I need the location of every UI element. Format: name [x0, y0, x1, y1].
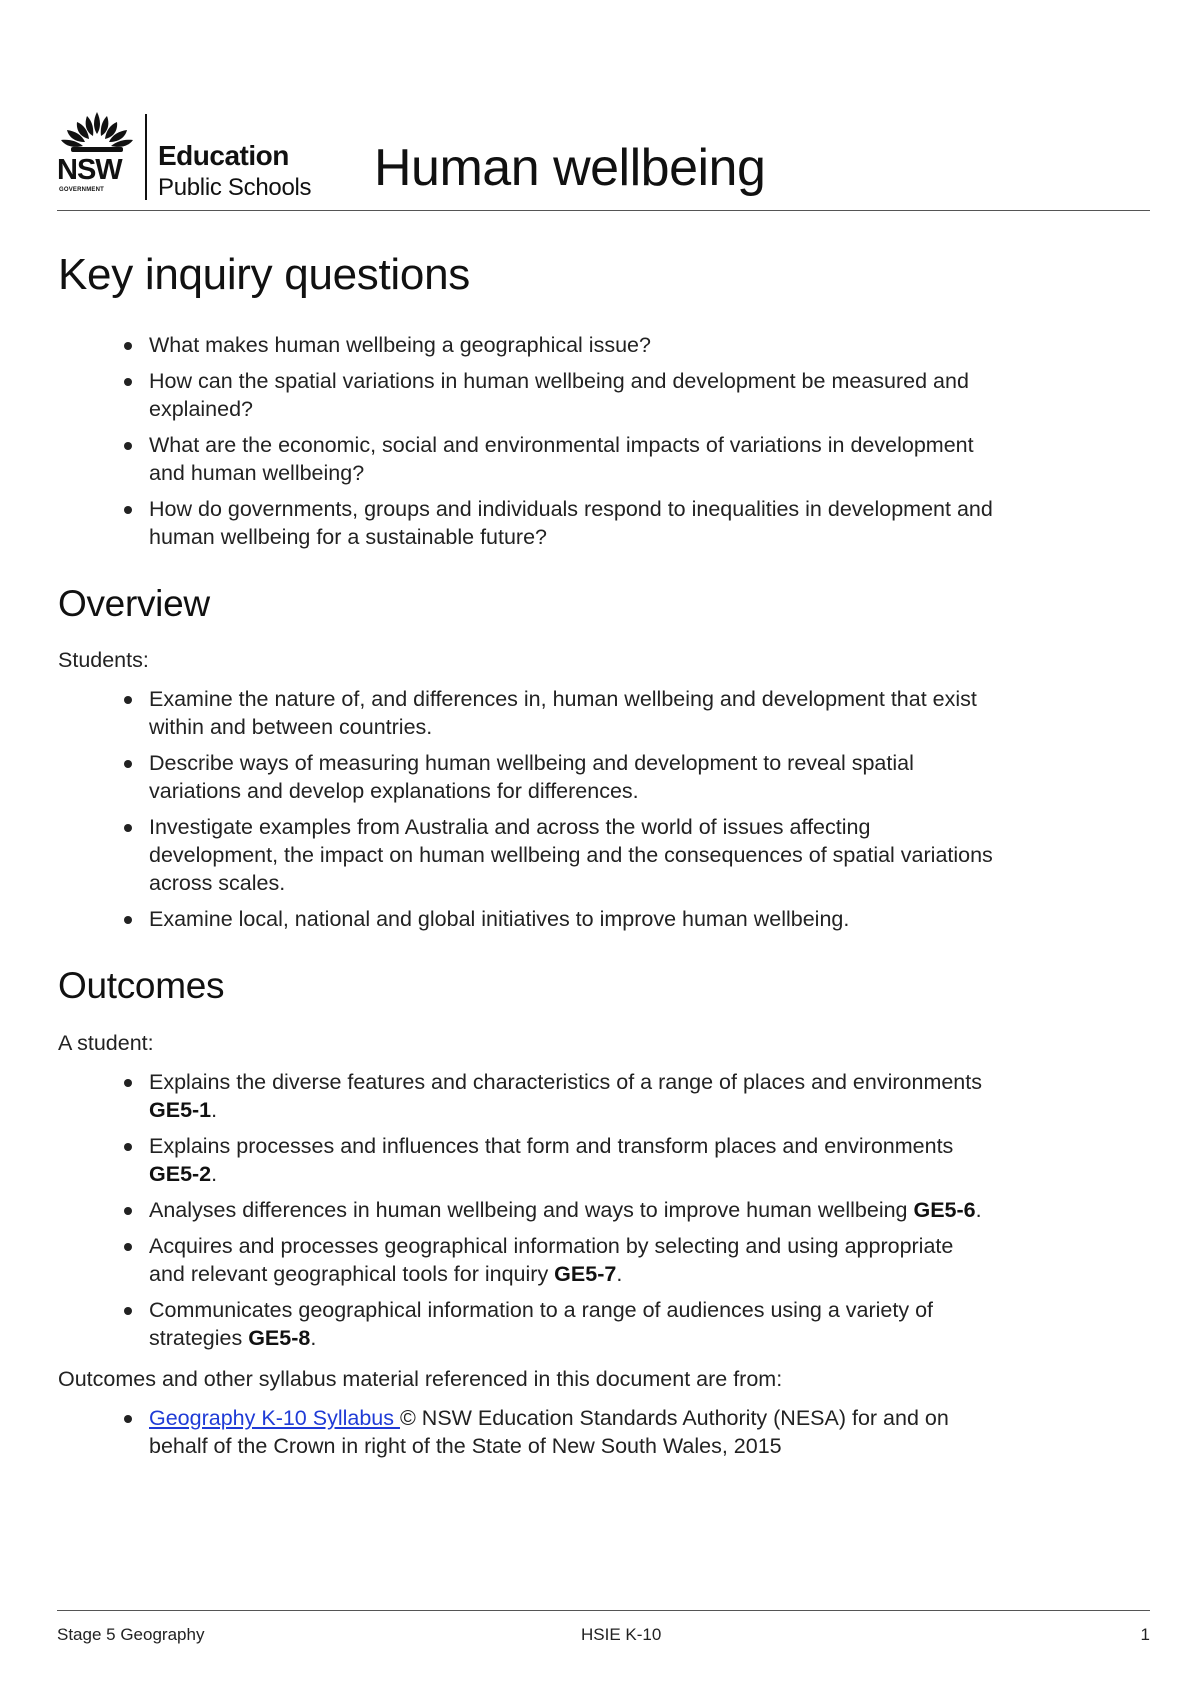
bullet-icon	[124, 760, 132, 768]
bullet-icon	[124, 1415, 132, 1423]
key-inquiry-list	[58, 331, 1058, 551]
footer-left-text: Stage 5 Geography	[57, 1625, 205, 1644]
government-wordmark: GOVERNMENT	[59, 187, 105, 193]
source-list	[58, 1404, 1058, 1460]
overview-heading: Overview	[58, 582, 210, 624]
bullet-icon	[124, 824, 132, 832]
outcome-code: GE5-1	[149, 1097, 212, 1122]
document-body	[58, 250, 1058, 1492]
document-header	[57, 108, 1150, 211]
logo-education-text: Education	[158, 140, 289, 171]
bullet-icon	[124, 1143, 132, 1151]
syllabus-link[interactable]: Geography K-10 Syllabus	[149, 1405, 400, 1430]
list-item: Examine the nature of, and differences in, human wellbeing and development that exist within and between countries.	[149, 685, 994, 741]
list-item: Analyses differences in human wellbeing and ways to improve human wellbeing GE5-6.	[149, 1196, 994, 1224]
list-item: What are the economic, social and environmental impacts of variations in development and human wellbeing?	[149, 431, 994, 487]
overview-list	[58, 685, 1058, 933]
list-item: What makes human wellbeing a geographical issue?	[149, 331, 994, 359]
list-item: Communicates geographical information to a range of audiences using a variety of strategies GE5-8.	[149, 1296, 994, 1352]
key-inquiry-heading: Key inquiry questions	[58, 250, 470, 299]
outcome-code: GE5-7	[554, 1261, 617, 1286]
source-intro: Outcomes and other syllabus material referenced in this document are from:	[58, 1366, 783, 1391]
list-item: Examine local, national and global initiatives to improve human wellbeing.	[149, 905, 994, 933]
outcome-code: GE5-2	[149, 1161, 212, 1186]
overview-section	[58, 583, 1058, 933]
page-title: Human wellbeing	[374, 139, 766, 197]
outcome-code: GE5-8	[248, 1325, 311, 1350]
outcomes-section	[58, 965, 1058, 1459]
bullet-icon	[124, 342, 132, 350]
outcomes-intro: A student:	[58, 1030, 154, 1055]
list-item: Describe ways of measuring human wellbeing and development to reveal spatial variations and develop explanations for differences.	[149, 749, 994, 805]
bullet-icon	[124, 378, 132, 386]
page-number: 1	[1140, 1625, 1150, 1644]
waratah-flower-icon	[57, 110, 137, 156]
list-item: How do governments, groups and individuals respond to inequalities in development and human wellbeing for a sustainable future?	[149, 495, 994, 551]
bullet-icon	[124, 1079, 132, 1087]
list-item: Acquires and processes geographical information by selecting and using appropriate and relevant geographical tools for inquiry GE5-7.	[149, 1232, 994, 1288]
nsw-education-logo	[57, 108, 347, 201]
list-item: How can the spatial variations in human wellbeing and development be measured and explained?	[149, 367, 994, 423]
bullet-icon	[124, 506, 132, 514]
nsw-wordmark: NSW	[57, 154, 122, 186]
list-item: Investigate examples from Australia and across the world of issues affecting development, the impact on human wellbeing and the consequences of spatial variations across scales.	[149, 813, 994, 897]
list-item: Explains processes and influences that form and transform places and environments GE5-2.	[149, 1132, 994, 1188]
list-item: Geography K-10 Syllabus © NSW Education Standards Authority (NESA) for and on behalf of the Crown in right of the State of New South Wales, 2015	[149, 1404, 994, 1460]
bullet-icon	[124, 442, 132, 450]
logo-divider	[145, 114, 147, 200]
footer-center-text: HSIE K-10	[581, 1625, 662, 1644]
bullet-icon	[124, 696, 132, 704]
outcomes-heading: Outcomes	[58, 965, 225, 1007]
bullet-icon	[124, 1307, 132, 1315]
list-item: Explains the diverse features and characteristics of a range of places and environments GE5-1.	[149, 1068, 994, 1124]
logo-public-schools-text: Public Schools	[158, 174, 312, 201]
page-footer	[57, 1610, 1150, 1644]
bullet-icon	[124, 1243, 132, 1251]
key-inquiry-section	[58, 250, 1058, 551]
overview-intro: Students:	[58, 648, 149, 673]
outcomes-list	[58, 1068, 1058, 1352]
bullet-icon	[124, 1207, 132, 1215]
outcome-code: GE5-6	[913, 1197, 976, 1222]
bullet-icon	[124, 916, 132, 924]
